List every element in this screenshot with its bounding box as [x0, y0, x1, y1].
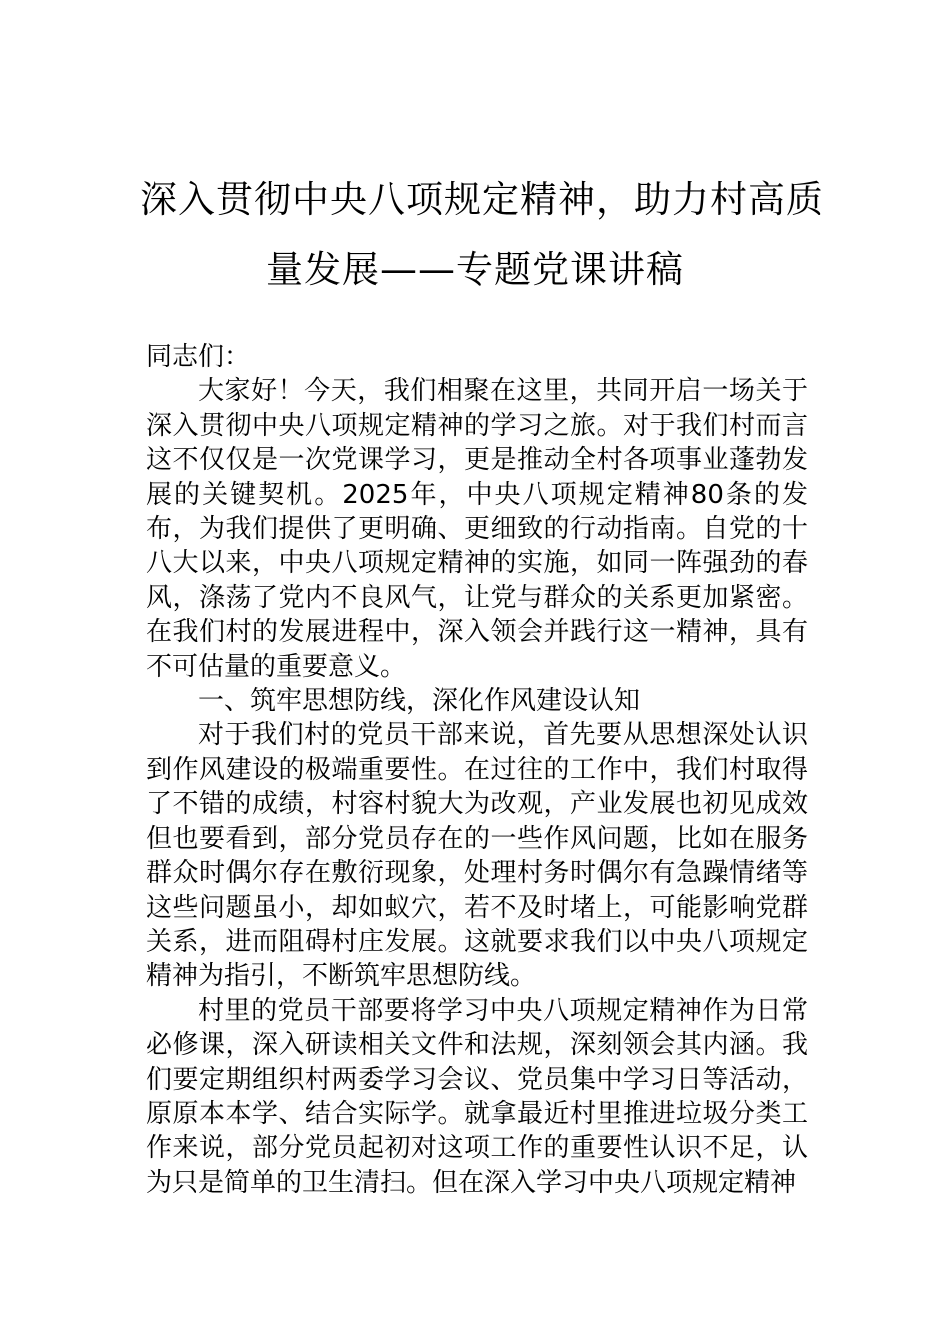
salutation: 同志们： [146, 342, 251, 372]
paragraph-intro: 大家好！今天，我们相聚在这里，共同开启一场关于深入贯彻中央八项规定精神的学习之旅。对于我们村而言这不仅仅是一次党课学习，更是推动全村各项事业蓬勃发展的关键契机。2025年，中央八项规定精神80条的发布，为我们提供了更明确、更细致的行动指南。自党的十八大以来，中央八项规定精神的实施，如同一阵强劲的春风，涤荡了党内不良风气，让党与群众的关系更加紧密。在我们村的发展进程中，深入领会并践行这一精神，具有不可估量的重要意义。 [146, 376, 808, 682]
paragraph-section-1a: 对于我们村的党员干部来说，首先要从思想深处认识到作风建设的极端重要性。在过往的工作中，我们村取得了不错的成绩，村容村貌大为改观，产业发展也初见成效但也要看到，部分党员存在的一些作风问题，比如在服务群众时偶尔存在敷衍现象，处理村务时偶尔有急躁情绪等这些问题虽小，却如蚁穴，若不及时堵上，可能影响党群关系，进而阻碍村庄发展。这就要求我们以中央八项规定精神为指引，不断筑牢思想防线。 [146, 720, 808, 992]
document-title-line-2: 量发展——专题党课讲稿 [266, 248, 684, 291]
document-title-line-1: 深入贯彻中央八项规定精神，助力村高质 [140, 178, 824, 221]
section-heading-1: 一、筑牢思想防线，深化作风建设认知 [198, 686, 641, 717]
document-body [146, 340, 808, 1200]
paragraph-section-1b: 村里的党员干部要将学习中央八项规定精神作为日常必修课，深入研读相关文件和法规，深刻领会其内涵。我们要定期组织村两委学习会议、党员集中学习日等活动，原原本本学、结合实际学。就拿最近村里推进垃圾分类工作来说，部分党员起初对这项工作的重要性认识不足，认为只是简单的卫生清扫。但在深入学习中央八项规定精神 [146, 995, 808, 1198]
